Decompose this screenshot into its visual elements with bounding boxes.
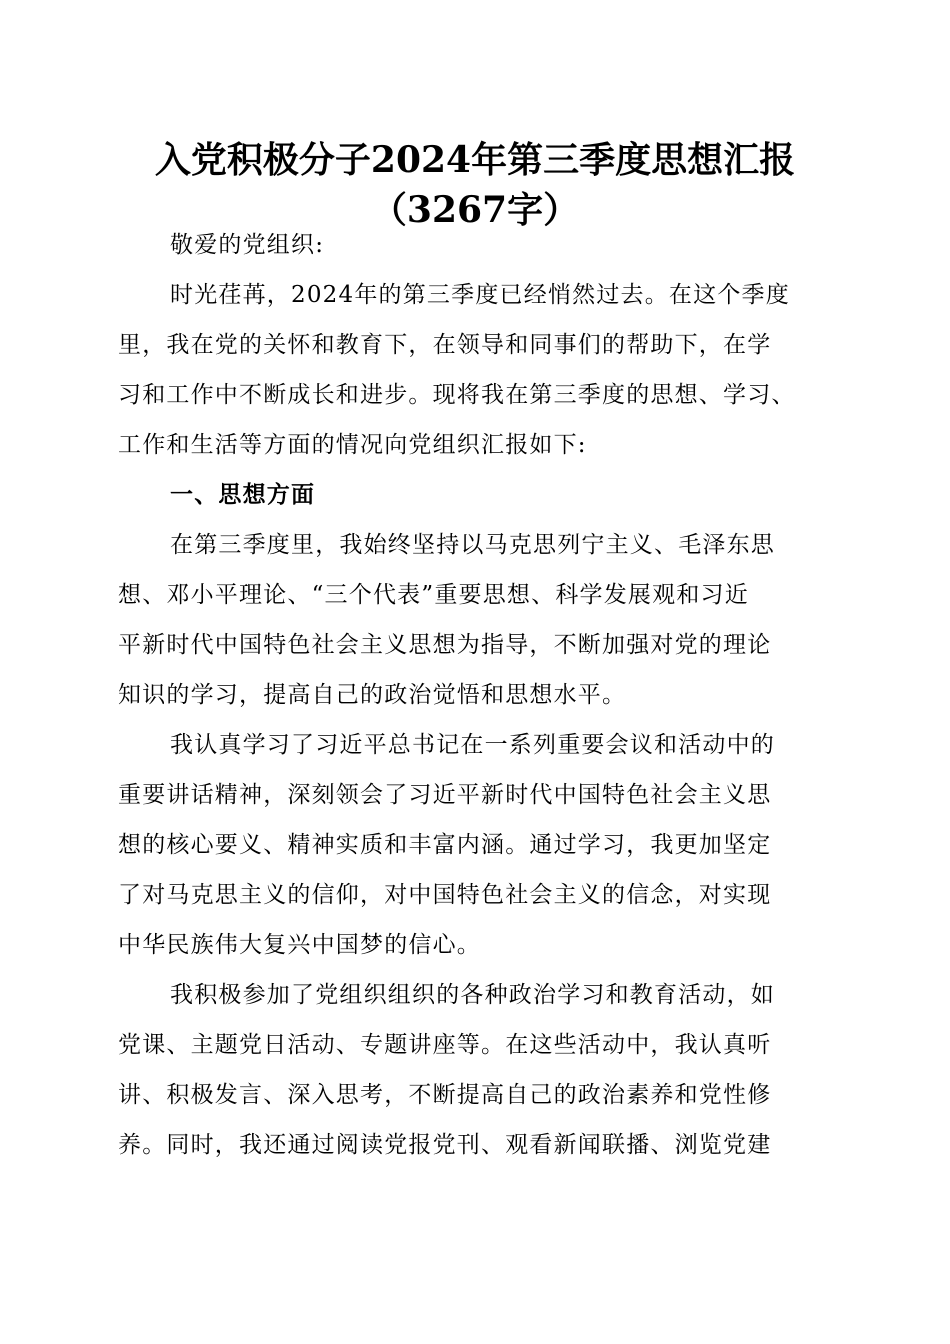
document-body [118,220,832,1170]
text-line: 我认真学习了习近平总书记在一系列重要会议和活动中的 [170,732,775,758]
text-line: 我积极参加了党组织组织的各种政治学习和教育活动，如 [170,982,775,1008]
text-line: 想的核心要义、精神实质和丰富内涵。通过学习，我更加坚定 [118,832,772,858]
text-line: 平新时代中国特色社会主义思想为指导，不断加强对党的理论 [118,632,772,658]
text-line: 敬爱的党组织: [170,232,325,258]
document-title: 入党积极分子2024年第三季度思想汇报 [154,139,796,181]
text-line: 时光荏苒，2024年的第三季度已经悄然过去。在这个季度 [170,282,790,308]
text-line: 里，我在党的关怀和教育下，在领导和同事们的帮助下，在学 [118,332,772,358]
text-line: 讲、积极发言、深入思考，不断提高自己的政治素养和党性修 [118,1082,772,1108]
text-line: 知识的学习，提高自己的政治觉悟和思想水平。 [118,682,627,708]
text-line: 养。同时，我还通过阅读党报党刊、观看新闻联播、浏览党建 [118,1132,772,1158]
text-line: 习和工作中不断成长和进步。现将我在第三季度的思想、学习、 [118,382,796,408]
text-line: 工作和生活等方面的情况向党组织汇报如下: [118,432,587,458]
document-subtitle: （3267字） [370,189,580,231]
text-line: 在第三季度里，我始终坚持以马克思列宁主义、毛泽东思 [170,532,775,558]
text-line: 中华民族伟大复兴中国梦的信心。 [118,932,481,958]
section-heading: 一、思想方面 [170,482,316,508]
text-line: 想、邓小平理论、“三个代表”重要思想、科学发展观和习近 [118,582,749,608]
text-line: 党课、主题党日活动、专题讲座等。在这些活动中，我认真听 [118,1032,772,1058]
text-line: 重要讲话精神，深刻领会了习近平新时代中国特色社会主义思 [118,782,772,808]
text-line: 了对马克思主义的信仰，对中国特色社会主义的信念，对实现 [118,882,772,908]
